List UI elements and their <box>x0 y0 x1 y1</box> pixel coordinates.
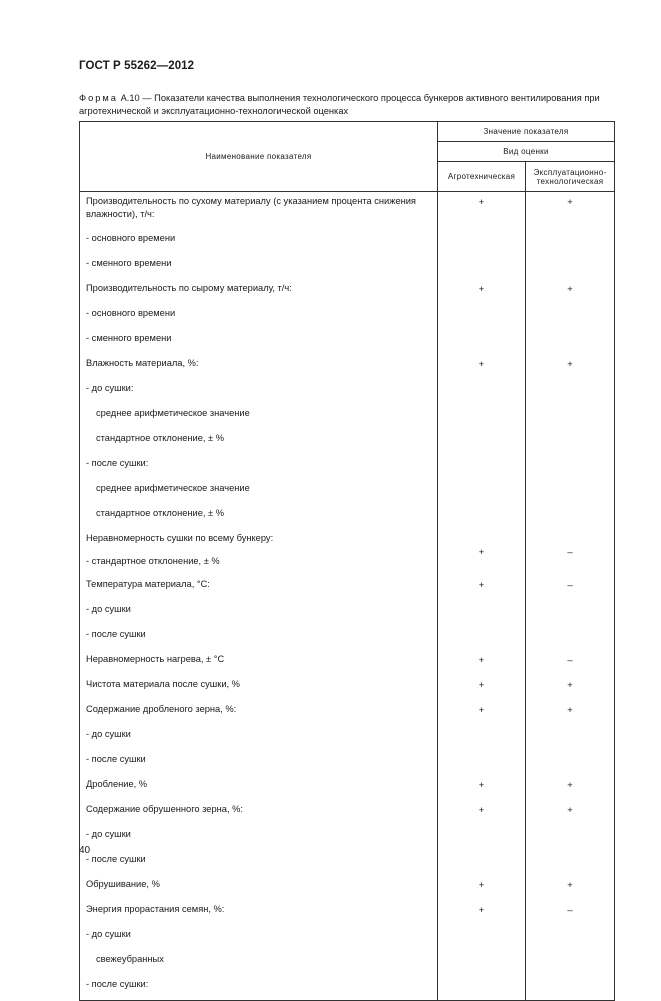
table-row <box>80 650 615 675</box>
table-row <box>80 479 615 504</box>
agrotechnical-value-cell <box>438 850 526 875</box>
agrotechnical-value-cell <box>438 404 526 429</box>
agrotechnical-value-cell: + <box>438 775 526 800</box>
operational-value-cell <box>526 454 615 479</box>
indicator-name-cell: Производительность по сырому материалу, т/ч: <box>80 279 438 304</box>
agrotechnical-value-cell <box>438 304 526 329</box>
agrotechnical-value-cell <box>438 379 526 404</box>
form-label: Форма <box>79 93 118 103</box>
table-row <box>80 304 615 329</box>
indicator-name-cell: - до сушки <box>80 925 438 950</box>
operational-value-cell: + <box>526 700 615 725</box>
indicator-name-cell: Содержание обрушенного зерна, %: <box>80 800 438 825</box>
agrotechnical-value-cell <box>438 625 526 650</box>
table-row <box>80 600 615 625</box>
table-row <box>80 329 615 354</box>
indicator-name-cell: - до сушки: <box>80 379 438 404</box>
indicator-name-cell: - после сушки <box>80 850 438 875</box>
indicator-name-cell: среднее арифметическое значение <box>80 479 438 504</box>
agrotechnical-value-cell: + <box>438 650 526 675</box>
column-header-assessment-kind: Вид оценки <box>438 142 615 162</box>
operational-value-cell: + <box>526 192 615 230</box>
table-row <box>80 750 615 775</box>
table-row <box>80 575 615 600</box>
column-header-indicator-name: Наименование показателя <box>80 122 438 192</box>
table-row <box>80 625 615 650</box>
document-number: ГОСТ Р 55262—2012 <box>79 60 195 72</box>
operational-value-cell <box>526 600 615 625</box>
indicator-name-cell: Обрушивание, % <box>80 875 438 900</box>
operational-value-cell: – <box>526 650 615 675</box>
agrotechnical-value-cell <box>438 454 526 479</box>
table-row <box>80 775 615 800</box>
operational-value-cell: – <box>526 529 615 575</box>
agrotechnical-value-cell <box>438 329 526 354</box>
operational-value-cell: – <box>526 575 615 600</box>
table-row <box>80 404 615 429</box>
operational-value-cell <box>526 304 615 329</box>
operational-value-cell <box>526 429 615 454</box>
indicator-name-cell: Неравномерность сушки по всему бункеру: <box>80 529 438 552</box>
agrotechnical-value-cell <box>438 925 526 950</box>
operational-value-cell: + <box>526 775 615 800</box>
column-header-operational: Эксплуатационно-технологическая <box>526 162 615 192</box>
operational-value-cell <box>526 925 615 950</box>
indicator-name-cell: Дробление, % <box>80 775 438 800</box>
indicator-name-cell: стандартное отклонение, ± % <box>80 429 438 454</box>
operational-value-cell <box>526 479 615 504</box>
table-row <box>80 875 615 900</box>
table-row <box>80 725 615 750</box>
indicator-name-cell: - после сушки: <box>80 454 438 479</box>
table-row <box>80 825 615 850</box>
agrotechnical-value-cell <box>438 254 526 279</box>
agrotechnical-value-cell: + <box>438 800 526 825</box>
indicator-name-cell: среднее арифметическое значение <box>80 404 438 429</box>
indicator-name-cell: - после сушки: <box>80 975 438 1001</box>
operational-value-cell <box>526 329 615 354</box>
operational-value-cell <box>526 625 615 650</box>
operational-value-cell: + <box>526 675 615 700</box>
column-header-value: Значение показателя <box>438 122 615 142</box>
indicator-name-cell: - сменного времени <box>80 254 438 279</box>
column-header-agrotechnical: Агротехническая <box>438 162 526 192</box>
agrotechnical-value-cell: + <box>438 575 526 600</box>
indicator-name-cell: Чистота материала после сушки, % <box>80 675 438 700</box>
table-row <box>80 529 615 552</box>
table-row <box>80 925 615 950</box>
table-body <box>80 192 615 1001</box>
table-row <box>80 700 615 725</box>
indicator-name-cell: Производительность по сухому материалу (с указанием процента снижения влажности), т/ч: <box>80 192 438 230</box>
table-row <box>80 354 615 379</box>
operational-value-cell: + <box>526 354 615 379</box>
agrotechnical-value-cell <box>438 750 526 775</box>
agrotechnical-value-cell <box>438 725 526 750</box>
agrotechnical-value-cell <box>438 950 526 975</box>
operational-value-cell <box>526 254 615 279</box>
agrotechnical-value-cell <box>438 479 526 504</box>
indicator-name-cell: Энергия прорастания семян, %: <box>80 900 438 925</box>
table-row <box>80 850 615 875</box>
agrotechnical-value-cell: + <box>438 192 526 230</box>
operational-value-cell: + <box>526 800 615 825</box>
indicator-name-cell: - до сушки <box>80 725 438 750</box>
indicator-name-cell: стандартное отклонение, ± % <box>80 504 438 529</box>
indicator-name-cell: - стандартное отклонение, ± % <box>80 552 438 575</box>
operational-value-cell <box>526 504 615 529</box>
agrotechnical-value-cell <box>438 975 526 1001</box>
agrotechnical-value-cell: + <box>438 279 526 304</box>
table-row <box>80 379 615 404</box>
agrotechnical-value-cell <box>438 429 526 454</box>
operational-value-cell <box>526 404 615 429</box>
operational-value-cell <box>526 229 615 254</box>
indicator-name-cell: - основного времени <box>80 304 438 329</box>
indicator-name-cell: Влажность материала, %: <box>80 354 438 379</box>
indicator-name-cell: - после сушки <box>80 750 438 775</box>
table-row <box>80 429 615 454</box>
operational-value-cell: – <box>526 900 615 925</box>
operational-value-cell <box>526 825 615 850</box>
indicator-name-cell: - до сушки <box>80 600 438 625</box>
indicator-name-cell: - основного времени <box>80 229 438 254</box>
table-row <box>80 454 615 479</box>
agrotechnical-value-cell: + <box>438 529 526 575</box>
agrotechnical-value-cell: + <box>438 675 526 700</box>
table-row <box>80 975 615 1001</box>
operational-value-cell <box>526 725 615 750</box>
operational-value-cell <box>526 950 615 975</box>
indicator-name-cell: свежеубранных <box>80 950 438 975</box>
page-number: 40 <box>79 845 91 856</box>
table-row <box>80 192 615 230</box>
agrotechnical-value-cell: + <box>438 875 526 900</box>
agrotechnical-value-cell <box>438 229 526 254</box>
operational-value-cell: + <box>526 875 615 900</box>
table-row <box>80 675 615 700</box>
table-row <box>80 254 615 279</box>
agrotechnical-value-cell: + <box>438 354 526 379</box>
indicator-name-cell: - после сушки <box>80 625 438 650</box>
indicator-name-cell: - до сушки <box>80 825 438 850</box>
table-caption <box>79 92 619 117</box>
indicator-name-cell: - сменного времени <box>80 329 438 354</box>
indicator-name-cell: Температура материала, °С: <box>80 575 438 600</box>
caption-text: А.10 — Показатели качества выполнения технологического процесса бункеров активного вентилирования при агротехнической и эксплуатационно-технологической оценках <box>79 93 600 116</box>
agrotechnical-value-cell <box>438 600 526 625</box>
table-row <box>80 229 615 254</box>
indicator-name-cell: Неравномерность нагрева, ± °С <box>80 650 438 675</box>
operational-value-cell: + <box>526 279 615 304</box>
table-row <box>80 900 615 925</box>
table-row <box>80 279 615 304</box>
operational-value-cell <box>526 975 615 1001</box>
agrotechnical-value-cell: + <box>438 700 526 725</box>
agrotechnical-value-cell <box>438 504 526 529</box>
operational-value-cell <box>526 850 615 875</box>
table-row <box>80 504 615 529</box>
quality-indicators-table <box>79 121 615 1001</box>
agrotechnical-value-cell: + <box>438 900 526 925</box>
operational-value-cell <box>526 379 615 404</box>
table-row <box>80 800 615 825</box>
agrotechnical-value-cell <box>438 825 526 850</box>
operational-value-cell <box>526 750 615 775</box>
table-row <box>80 950 615 975</box>
indicator-name-cell: Содержание дробленого зерна, %: <box>80 700 438 725</box>
